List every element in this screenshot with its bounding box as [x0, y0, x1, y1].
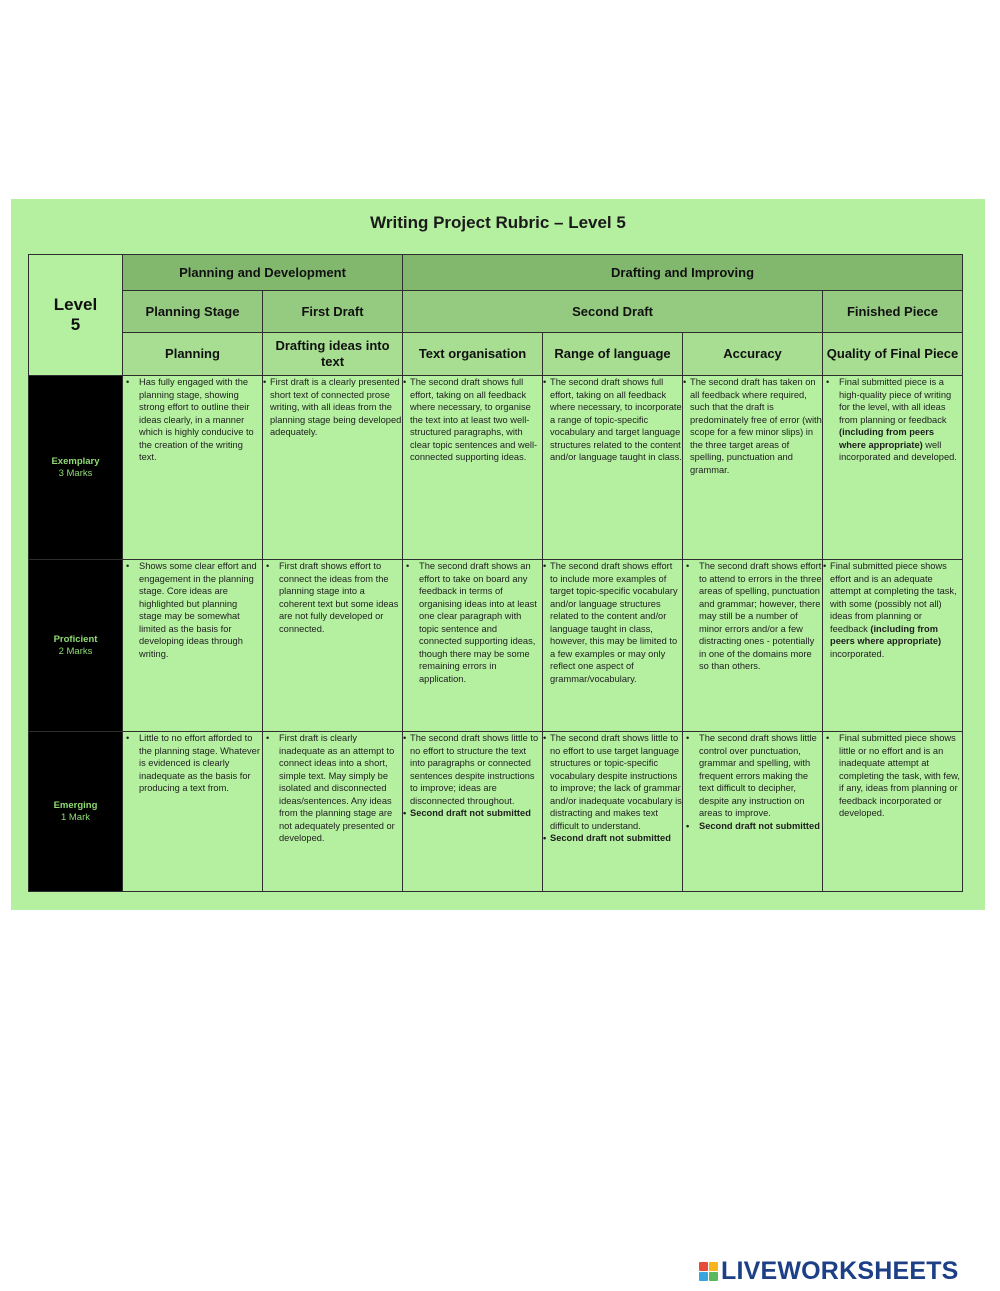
criterion-header: Accuracy — [683, 333, 823, 376]
descriptor-cell — [403, 560, 543, 732]
bullet-icon: • — [126, 561, 130, 571]
criterion-header: Text organisation — [403, 333, 543, 376]
descriptor-cell — [683, 376, 823, 560]
descriptor-text: Final submitted piece shows little or no effort and is an inadequate attempt at completing the task, with few, if any, ideas from planning or feedback incorporated or developed. — [839, 733, 960, 818]
descriptor-cell — [683, 732, 823, 892]
descriptor-cell — [543, 376, 683, 560]
row-marks: 1 Mark — [60, 811, 91, 823]
rubric-row-proficient — [29, 560, 963, 732]
stage-header-planning: Planning Stage — [123, 291, 263, 333]
bullet-icon: • — [403, 808, 407, 818]
row-label-cell — [29, 376, 123, 560]
logo-wordmark: LIVEWORKSHEETS — [721, 1256, 959, 1285]
descriptor-text: The second draft shows little to no effort to use target language structures or topic-specific vocabulary despite instructions to improve; the lack of grammar and/or inadequate vocabulary is distracting and makes text difficult to understand. — [550, 733, 682, 831]
bullet-icon: • — [126, 733, 130, 743]
descriptor-cell — [123, 732, 263, 892]
descriptor-cell — [263, 376, 403, 560]
bullet-icon: • — [826, 377, 830, 387]
descriptor-text: The second draft shows an effort to take on board any feedback in terms of organising ideas into at least one clear paragraph with topic sentence and connected supporting ideas, though there may be some remaining errors in application. — [419, 561, 537, 684]
logo-tile — [699, 1272, 708, 1281]
page-title: Writing Project Rubric – Level 5 — [370, 213, 626, 232]
descriptor-cell — [823, 560, 963, 732]
descriptor-cell — [823, 732, 963, 892]
descriptor-text: Shows some clear effort and engagement in the planning stage. Core ideas are highlighted but planning stage may be somewhat limited as the basis for developing ideas through writing. — [139, 561, 257, 659]
bullet-icon: • — [266, 733, 270, 743]
descriptor-text: First draft is a clearly presented short text of connected prose writing, with all ideas from the planning stage being developed adequately. — [270, 377, 402, 437]
row-label: Exemplary — [51, 455, 100, 467]
descriptor-text: The second draft shows little to no effort to structure the text into paragraphs or connected sentences despite instructions to improve; ideas are disconnected throughout. — [410, 733, 539, 806]
row-label: Emerging — [53, 799, 98, 811]
row-label-cell — [29, 560, 123, 732]
criterion-header: Quality of Final Piece — [823, 333, 963, 376]
level-header — [29, 255, 123, 376]
descriptor-cell — [683, 560, 823, 732]
descriptor-text: The second draft shows effort to attend to errors in the three areas of spelling, punctuation and grammar; however, there may still be a number of minor errors and/or a few distracting ones - potentially in one of the domains more so than others. — [699, 561, 822, 671]
rubric-row-exemplary — [29, 376, 963, 560]
descriptor-cell — [543, 732, 683, 892]
not-submitted-note: Second draft not submitted — [699, 820, 820, 831]
descriptor-cell — [403, 732, 543, 892]
criterion-header: Range of language — [543, 333, 683, 376]
descriptor-text: The second draft shows effort to include more examples of target topic-specific vocabulary and/or language structures related to the content and/or language taught in class, however, this may be limited to a few examples or may only reflect one aspect of grammar/vocabulary. — [550, 561, 678, 684]
stage-header-finished-piece: Finished Piece — [823, 291, 963, 333]
descriptor-text: Final submitted piece is a high-quality piece of writing for the level, with all ideas from planning or feedback (including from peers where appropriate) well incorporated and developed. — [839, 377, 957, 462]
bullet-icon: • — [686, 820, 690, 831]
logo-tile — [699, 1262, 708, 1271]
bullet-icon: • — [406, 561, 410, 571]
bullet-icon: • — [683, 377, 687, 387]
bullet-icon: • — [403, 377, 407, 387]
bullet-icon: • — [263, 377, 267, 387]
descriptor-cell — [403, 376, 543, 560]
level-number: 5 — [70, 315, 81, 334]
not-submitted-note: Second draft not submitted — [550, 833, 671, 843]
descriptor-text: The second draft shows full effort, taking on all feedback where necessary, to incorporate a range of topic-specific vocabulary and target language structures related to the content and/or language taught in class. — [550, 377, 682, 462]
bullet-icon: • — [126, 377, 130, 387]
rubric-table — [28, 254, 963, 892]
bullet-icon: • — [543, 377, 547, 387]
descriptor-text: Final submitted piece shows effort and is an adequate attempt at completing the task, with some (possibly not all) ideas from planning or feedback (including from peers where appropriate) incorporated. — [830, 561, 957, 659]
liveworksheets-logo — [699, 1257, 959, 1285]
level-word: Level — [53, 295, 98, 314]
descriptor-cell — [543, 560, 683, 732]
row-marks: 3 Marks — [58, 467, 93, 479]
descriptor-text: The second draft shows full effort, taking on all feedback where necessary, to organise the text into at least two well-structured paragraphs, with clear topic sentences and well-connected supporting ideas. — [410, 377, 538, 462]
rubric-sheet — [11, 199, 985, 910]
bullet-icon: • — [823, 561, 827, 571]
logo-tile — [709, 1262, 718, 1271]
row-marks: 2 Marks — [58, 645, 93, 657]
logo-icon — [699, 1262, 718, 1281]
not-submitted-note: Second draft not submitted — [410, 808, 531, 818]
descriptor-text: Has fully engaged with the planning stage, showing strong effort to outline their ideas clearly, in a manner which is highly conducive to the creation of the writing text. — [139, 377, 254, 462]
stage-header-second-draft: Second Draft — [403, 291, 823, 333]
stage-header-first-draft: First Draft — [263, 291, 403, 333]
logo-tile — [709, 1272, 718, 1281]
descriptor-cell — [123, 560, 263, 732]
descriptor-cell — [263, 560, 403, 732]
bullet-icon: • — [543, 561, 547, 571]
descriptor-text: The second draft has taken on all feedback where required, such that the draft is predominately free of error (with scope for a few minor slips) in the three target areas of spelling, punctuation and grammar. — [690, 377, 822, 475]
bullet-icon: • — [543, 833, 547, 843]
row-label-cell — [29, 732, 123, 892]
descriptor-text: The second draft shows little control over punctuation, grammar and spelling, with frequent errors making the text difficult to decipher, despite any instruction on areas to improve. — [699, 733, 817, 818]
row-label: Proficient — [53, 633, 98, 645]
bullet-icon: • — [543, 733, 547, 743]
group-header-drafting: Drafting and Improving — [403, 255, 963, 291]
bullet-icon: • — [266, 561, 270, 571]
descriptor-text: First draft shows effort to connect the ideas from the planning stage into a coherent text but some ideas are not fully developed or connected. — [279, 561, 399, 634]
descriptor-text: First draft is clearly inadequate as an attempt to connect ideas into a short, simple text. May simply be isolated and disconnected ideas/sentences. Any ideas from the planning stage are not adequately presented or developed. — [279, 733, 395, 843]
descriptor-cell — [823, 376, 963, 560]
descriptor-cell — [263, 732, 403, 892]
bullet-icon: • — [826, 733, 830, 743]
bullet-icon: • — [686, 561, 690, 571]
bullet-icon: • — [403, 733, 407, 743]
descriptor-cell — [123, 376, 263, 560]
descriptor-text: Little to no effort afforded to the planning stage. Whatever is evidenced is clearly inadequate as the basis for producing a text from. — [139, 733, 260, 793]
criterion-header: Drafting ideas into text — [263, 333, 403, 376]
rubric-row-emerging — [29, 732, 963, 892]
group-header-planning: Planning and Development — [123, 255, 403, 291]
bullet-icon: • — [686, 733, 690, 743]
criterion-header: Planning — [123, 333, 263, 376]
